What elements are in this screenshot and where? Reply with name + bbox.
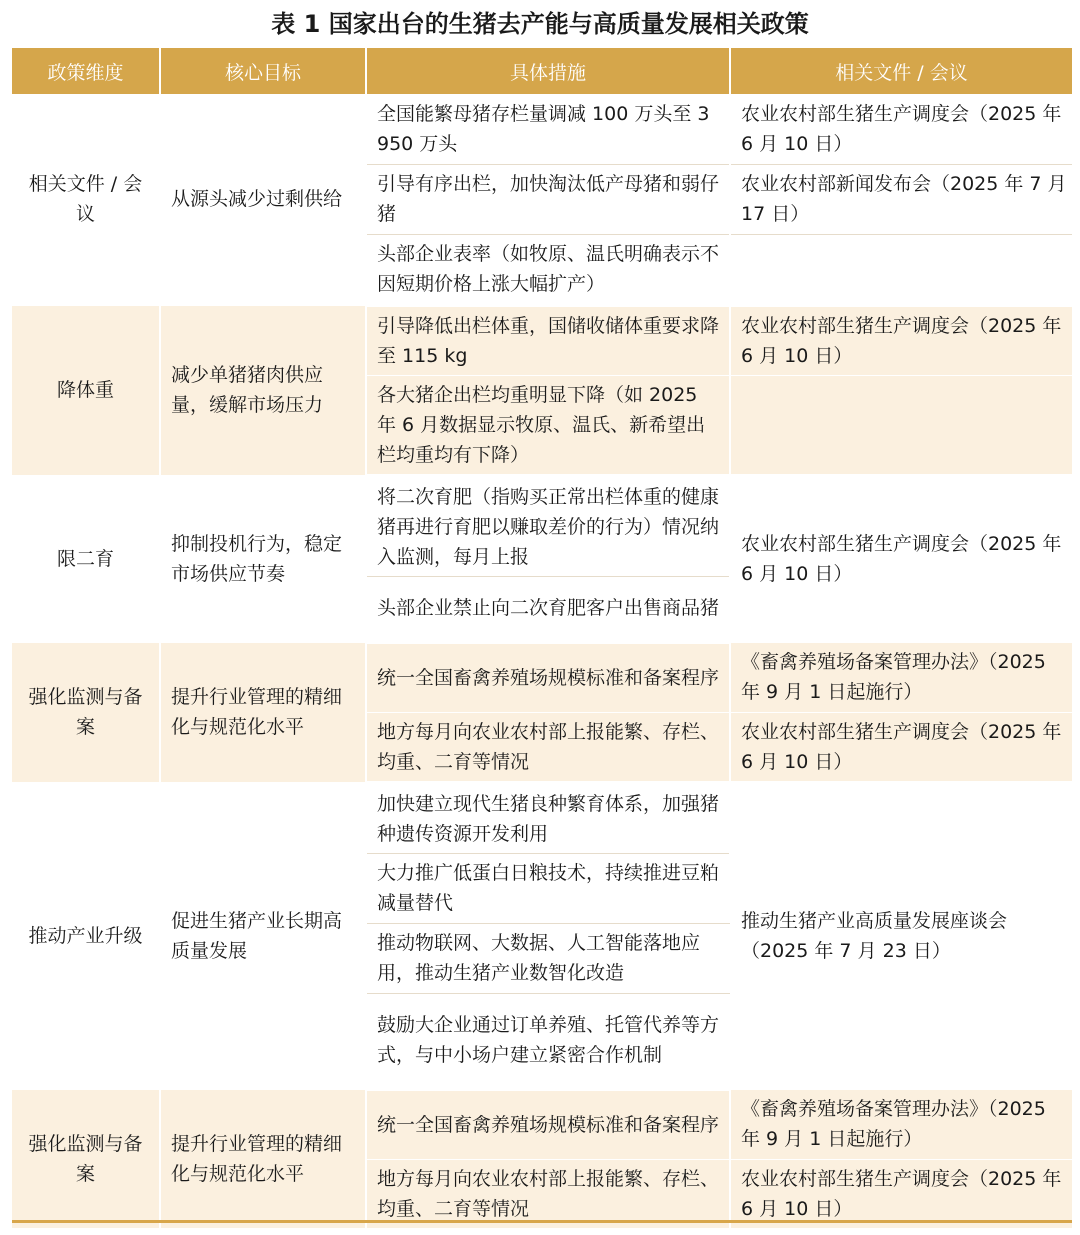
- document-cell: 农业农村部生猪生产调度会（2025 年 6 月 10 日）: [730, 476, 1072, 643]
- header-documents: 相关文件 / 会议: [730, 48, 1072, 94]
- dimension-cell: 强化监测与备案: [12, 642, 160, 783]
- dimension-cell: 相关文件 / 会议: [12, 94, 160, 305]
- document-cell: 农业农村部新闻发布会（2025 年 7 月 17 日）: [730, 164, 1072, 234]
- table-row: [12, 783, 1072, 854]
- table-header-row: [12, 48, 1072, 94]
- goal-cell: 减少单猪猪肉供应量，缓解市场压力: [160, 305, 366, 476]
- measure-cell: 各大猪企出栏均重明显下降（如 2025 年 6 月数据显示牧原、温氏、新希望出栏均重均有下降）: [366, 375, 730, 476]
- measure-cell: 地方每月向农业农村部上报能繁、存栏、均重、二育等情况: [366, 1159, 730, 1229]
- measure-cell: 头部企业禁止向二次育肥客户出售商品猪: [366, 576, 730, 642]
- document-cell: 《畜禽养殖场备案管理办法》（2025 年 9 月 1 日起施行）: [730, 1089, 1072, 1159]
- measure-cell: 大力推广低蛋白日粮技术，持续推进豆粕减量替代: [366, 853, 730, 923]
- measure-cell: 加快建立现代生猪良种繁育体系，加强猪种遗传资源开发利用: [366, 783, 730, 854]
- document-cell: 农业农村部生猪生产调度会（2025 年 6 月 10 日）: [730, 94, 1072, 164]
- measure-cell: 引导降低出栏体重，国储收储体重要求降至 115 kg: [366, 305, 730, 376]
- document-cell: 农业农村部生猪生产调度会（2025 年 6 月 10 日）: [730, 1159, 1072, 1229]
- header-goal: 核心目标: [160, 48, 366, 94]
- measure-cell: 统一全国畜禽养殖场规模标准和备案程序: [366, 642, 730, 712]
- bottom-rule: [12, 1220, 1072, 1223]
- goal-cell: 促进生猪产业长期高质量发展: [160, 783, 366, 1090]
- document-cell: [730, 234, 1072, 305]
- table-title: 表 1 国家出台的生猪去产能与高质量发展相关政策: [271, 10, 809, 38]
- goal-cell: 提升行业管理的精细化与规范化水平: [160, 1089, 366, 1229]
- goal-cell: 从源头减少过剩供给: [160, 94, 366, 305]
- measure-cell: 鼓励大企业通过订单养殖、托管代养等方式，与中小场户建立紧密合作机制: [366, 993, 730, 1089]
- measure-cell: 头部企业表率（如牧原、温氏明确表示不因短期价格上涨大幅扩产）: [366, 234, 730, 305]
- measure-cell: 全国能繁母猪存栏量调减 100 万头至 3 950 万头: [366, 94, 730, 164]
- document-cell: 《畜禽养殖场备案管理办法》（2025 年 9 月 1 日起施行）: [730, 642, 1072, 712]
- header-measures: 具体措施: [366, 48, 730, 94]
- document-cell: 农业农村部生猪生产调度会（2025 年 6 月 10 日）: [730, 712, 1072, 783]
- goal-cell: 提升行业管理的精细化与规范化水平: [160, 642, 366, 783]
- policy-table: [12, 48, 1072, 1230]
- table-row: [12, 476, 1072, 577]
- table-row: [12, 642, 1072, 712]
- dimension-cell: 强化监测与备案: [12, 1089, 160, 1229]
- document-cell: 推动生猪产业高质量发展座谈会（2025 年 7 月 23 日）: [730, 783, 1072, 1090]
- measure-cell: 将二次育肥（指购买正常出栏体重的健康猪再进行育肥以赚取差价的行为）情况纳入监测，每月上报: [366, 476, 730, 577]
- document-cell: [730, 375, 1072, 476]
- measure-cell: 引导有序出栏，加快淘汰低产母猪和弱仔猪: [366, 164, 730, 234]
- dimension-cell: 推动产业升级: [12, 783, 160, 1090]
- document-cell: 农业农村部生猪生产调度会（2025 年 6 月 10 日）: [730, 305, 1072, 376]
- measure-cell: 推动物联网、大数据、人工智能落地应用，推动生猪产业数智化改造: [366, 923, 730, 993]
- dimension-cell: 降体重: [12, 305, 160, 476]
- table-row: [12, 305, 1072, 376]
- header-dimension: 政策维度: [12, 48, 160, 94]
- table-row: [12, 1089, 1072, 1159]
- dimension-cell: 限二育: [12, 476, 160, 643]
- measure-cell: 地方每月向农业农村部上报能繁、存栏、均重、二育等情况: [366, 712, 730, 783]
- goal-cell: 抑制投机行为，稳定市场供应节奏: [160, 476, 366, 643]
- measure-cell: 统一全国畜禽养殖场规模标准和备案程序: [366, 1089, 730, 1159]
- table-row: [12, 94, 1072, 164]
